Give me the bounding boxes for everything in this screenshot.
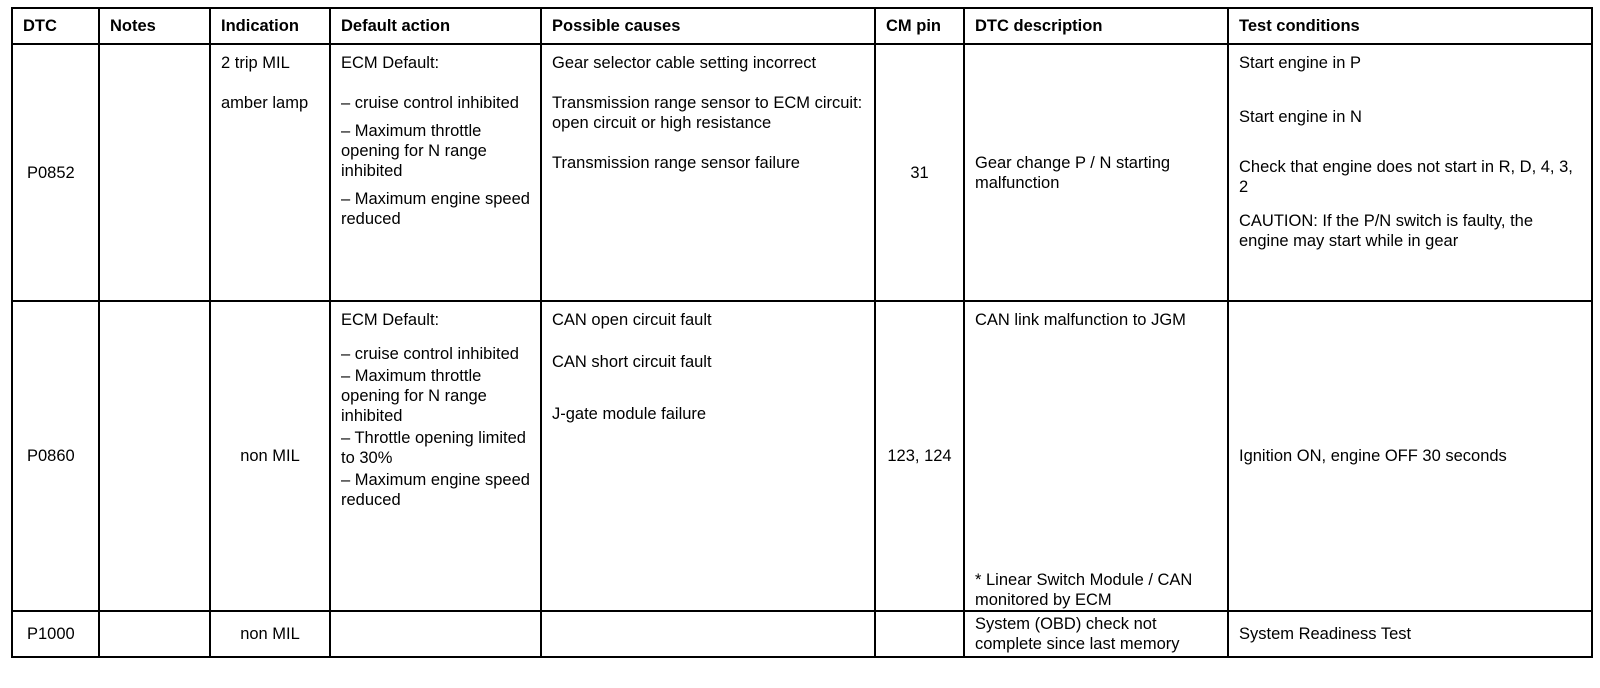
table-row <box>12 301 1592 611</box>
cell-possible-causes <box>541 611 875 657</box>
cause-line: Transmission range sensor failure <box>552 154 800 172</box>
cause-line: CAN open circuit fault <box>552 311 712 329</box>
cause-line: Gear selector cable setting incorrect <box>552 54 817 72</box>
table-row <box>12 44 1592 301</box>
test-line: CAUTION: If the P/N switch is faulty, the engine may start while in gear <box>1239 212 1534 250</box>
cell-dtc <box>12 611 99 657</box>
cell-test-conditions: System Readiness Test <box>1228 611 1592 657</box>
cell-cm-pin: 123, 124 <box>875 301 964 611</box>
header-dtc-description: DTC description <box>964 8 1228 44</box>
table-header-row <box>12 8 1592 44</box>
test-line: Start engine in N <box>1239 108 1362 126</box>
header-cm-pin: CM pin <box>875 8 964 44</box>
cell-test-conditions <box>1228 44 1592 301</box>
cell-dtc <box>12 301 99 611</box>
dtc-code: P0860 <box>27 447 75 465</box>
cell-dtc <box>12 44 99 301</box>
cell-possible-causes <box>541 301 875 611</box>
header-indication: Indication <box>210 8 330 44</box>
action-line: – Maximum throttle opening for N range inhibited <box>341 367 487 425</box>
cell-cm-pin <box>875 611 964 657</box>
cell-possible-causes <box>541 44 875 301</box>
cell-default-action <box>330 611 541 657</box>
action-line: ECM Default: <box>341 311 440 329</box>
cell-notes <box>99 611 210 657</box>
dtc-code: P1000 <box>27 625 75 643</box>
cause-line: J-gate module failure <box>552 405 707 423</box>
cell-notes <box>99 301 210 611</box>
cell-default-action <box>330 44 541 301</box>
action-line: – cruise control inhibited <box>341 94 519 112</box>
dtc-code: P0852 <box>27 163 75 182</box>
cell-indication <box>210 44 330 301</box>
header-possible-causes: Possible causes <box>541 8 875 44</box>
cell-cm-pin: 31 <box>875 44 964 301</box>
cell-test-conditions: Ignition ON, engine OFF 30 seconds <box>1228 301 1592 611</box>
test-line: Start engine in P <box>1239 54 1361 72</box>
cell-default-action <box>330 301 541 611</box>
description-line: CAN link malfunction to JGM <box>975 311 1186 329</box>
cell-dtc-description: System (OBD) check not complete since last memory <box>964 611 1228 657</box>
header-default-action: Default action <box>330 8 541 44</box>
cell-indication: non MIL <box>210 611 330 657</box>
cell-notes <box>99 44 210 301</box>
cause-line: Transmission range sensor to ECM circuit: open circuit or high resistance <box>552 94 863 132</box>
test-line: Check that engine does not start in R, D, 4, 3, 2 <box>1239 158 1573 196</box>
table-row <box>12 611 1592 657</box>
cell-dtc-description: Gear change P / N starting malfunction <box>964 44 1228 301</box>
action-line: ECM Default: <box>341 54 440 72</box>
indication-line: 2 trip MIL <box>221 54 290 72</box>
dtc-table <box>11 7 1593 658</box>
description-note: * Linear Switch Module / CAN monitored by ECM <box>975 571 1193 609</box>
action-line: – Maximum throttle opening for N range inhibited <box>341 122 487 180</box>
cell-dtc-description <box>964 301 1228 611</box>
action-line: – Maximum engine speed reduced <box>341 190 530 228</box>
header-notes: Notes <box>99 8 210 44</box>
cell-indication: non MIL <box>210 301 330 611</box>
header-dtc: DTC <box>12 8 99 44</box>
indication-line: amber lamp <box>221 94 309 112</box>
cause-line: CAN short circuit fault <box>552 353 712 371</box>
action-line: – cruise control inhibited <box>341 345 519 363</box>
header-test-conditions: Test conditions <box>1228 8 1592 44</box>
action-line: – Throttle opening limited to 30% <box>341 429 526 467</box>
action-line: – Maximum engine speed reduced <box>341 471 530 509</box>
